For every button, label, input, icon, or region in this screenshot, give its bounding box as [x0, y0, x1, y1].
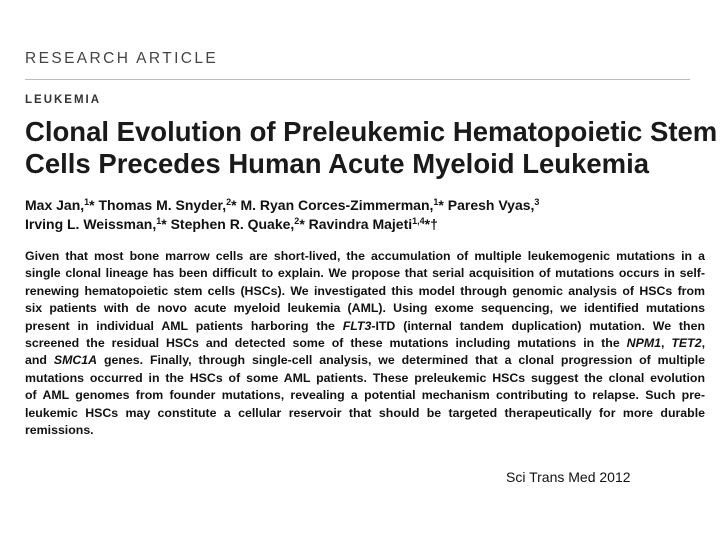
abstract-text: -ITD (internal tandem duplication) mutation. We then: [371, 318, 705, 333]
article-title: [25, 116, 718, 180]
abstract-line: [25, 318, 705, 335]
abstract-text: and: [25, 353, 54, 368]
author-name: Stephen R. Quake,: [170, 216, 295, 232]
gene-name: SMC1A: [53, 353, 98, 368]
author-affiliation: 2: [294, 216, 300, 226]
abstract-line: of AML genomes from founder mutations, revealing a potential mechanism contributing to relapse. Such pre-: [25, 388, 705, 403]
author-mark: *: [299, 216, 309, 232]
author-affiliation: 2: [226, 197, 232, 207]
author-affiliation: 3: [534, 197, 540, 207]
abstract-line: Given that most bone marrow cells are short-lived, the accumulation of multiple leukemogenic mutations in a: [25, 249, 705, 263]
author-name: Thomas M. Snyder,: [98, 197, 227, 213]
author-mark: *: [438, 197, 448, 213]
author-affiliation: 1: [156, 216, 162, 226]
abstract-text: genes. Finally, through single-cell analysis, we determined that a clonal progression of multiple: [97, 353, 705, 368]
abstract-line: [25, 352, 705, 369]
gene-name: FLT3: [342, 318, 372, 333]
abstract-line: renewing hematopoietic stem cells (HSCs). We investigated this model through genomic analysis of HSCs from: [25, 283, 705, 298]
author-mark: *†: [424, 216, 438, 232]
abstract-line: [25, 335, 705, 352]
author-name: Paresh Vyas,: [447, 197, 535, 213]
abstract-line: remissions.: [25, 423, 94, 438]
author-affiliation: 1: [433, 197, 439, 207]
author-name: Max Jan,: [25, 197, 85, 213]
gene-name: TET2: [671, 336, 702, 351]
author-line-1: [25, 196, 715, 215]
author-name: Irving L. Weissman,: [25, 216, 157, 232]
abstract-line: leukemic HSCs may constitute a cellular reservoir that should be targeted therapeutically for more durable: [25, 405, 705, 420]
abstract-text: present in individual AML patients harboring the: [25, 318, 343, 333]
author-name: M. Ryan Corces-Zimmerman,: [240, 197, 434, 213]
author-name: Ravindra Majeti: [308, 216, 413, 232]
section-label: RESEARCH ARTICLE: [25, 50, 219, 67]
author-affiliation: 1,4: [412, 216, 425, 226]
title-line-1: Clonal Evolution of Preleukemic Hematopoietic Stem: [25, 116, 718, 147]
author-mark: *: [161, 216, 171, 232]
author-list: [25, 196, 715, 234]
abstract: [25, 248, 705, 439]
title-line-2: Cells Precedes Human Acute Myeloid Leukemia: [25, 148, 650, 179]
author-mark: *: [89, 197, 99, 213]
author-line-2: [25, 215, 715, 234]
author-mark: *: [231, 197, 241, 213]
abstract-text: ,: [701, 336, 705, 351]
author-affiliation: 1: [84, 197, 90, 207]
abstract-line: mutations occurred in the HSCs of some AML patients. These preleukemic HSCs suggest the clonal evolution: [25, 370, 705, 385]
citation-label: Sci Trans Med 2012: [506, 469, 631, 485]
abstract-line: six patients with de novo acute myeloid leukemia (AML). Using exome sequencing, we identified mutations: [25, 301, 705, 316]
gene-name: NPM1: [626, 336, 661, 351]
abstract-text: screened the residual HSCs and detected some of these mutations including mutations in the: [25, 336, 627, 351]
abstract-line: single clonal lineage has been difficult to explain. We propose that serial acquisition of mutations occurs in self-: [25, 266, 705, 281]
category-label: LEUKEMIA: [25, 94, 102, 106]
abstract-text: ,: [660, 336, 672, 351]
header-divider: [25, 79, 690, 80]
